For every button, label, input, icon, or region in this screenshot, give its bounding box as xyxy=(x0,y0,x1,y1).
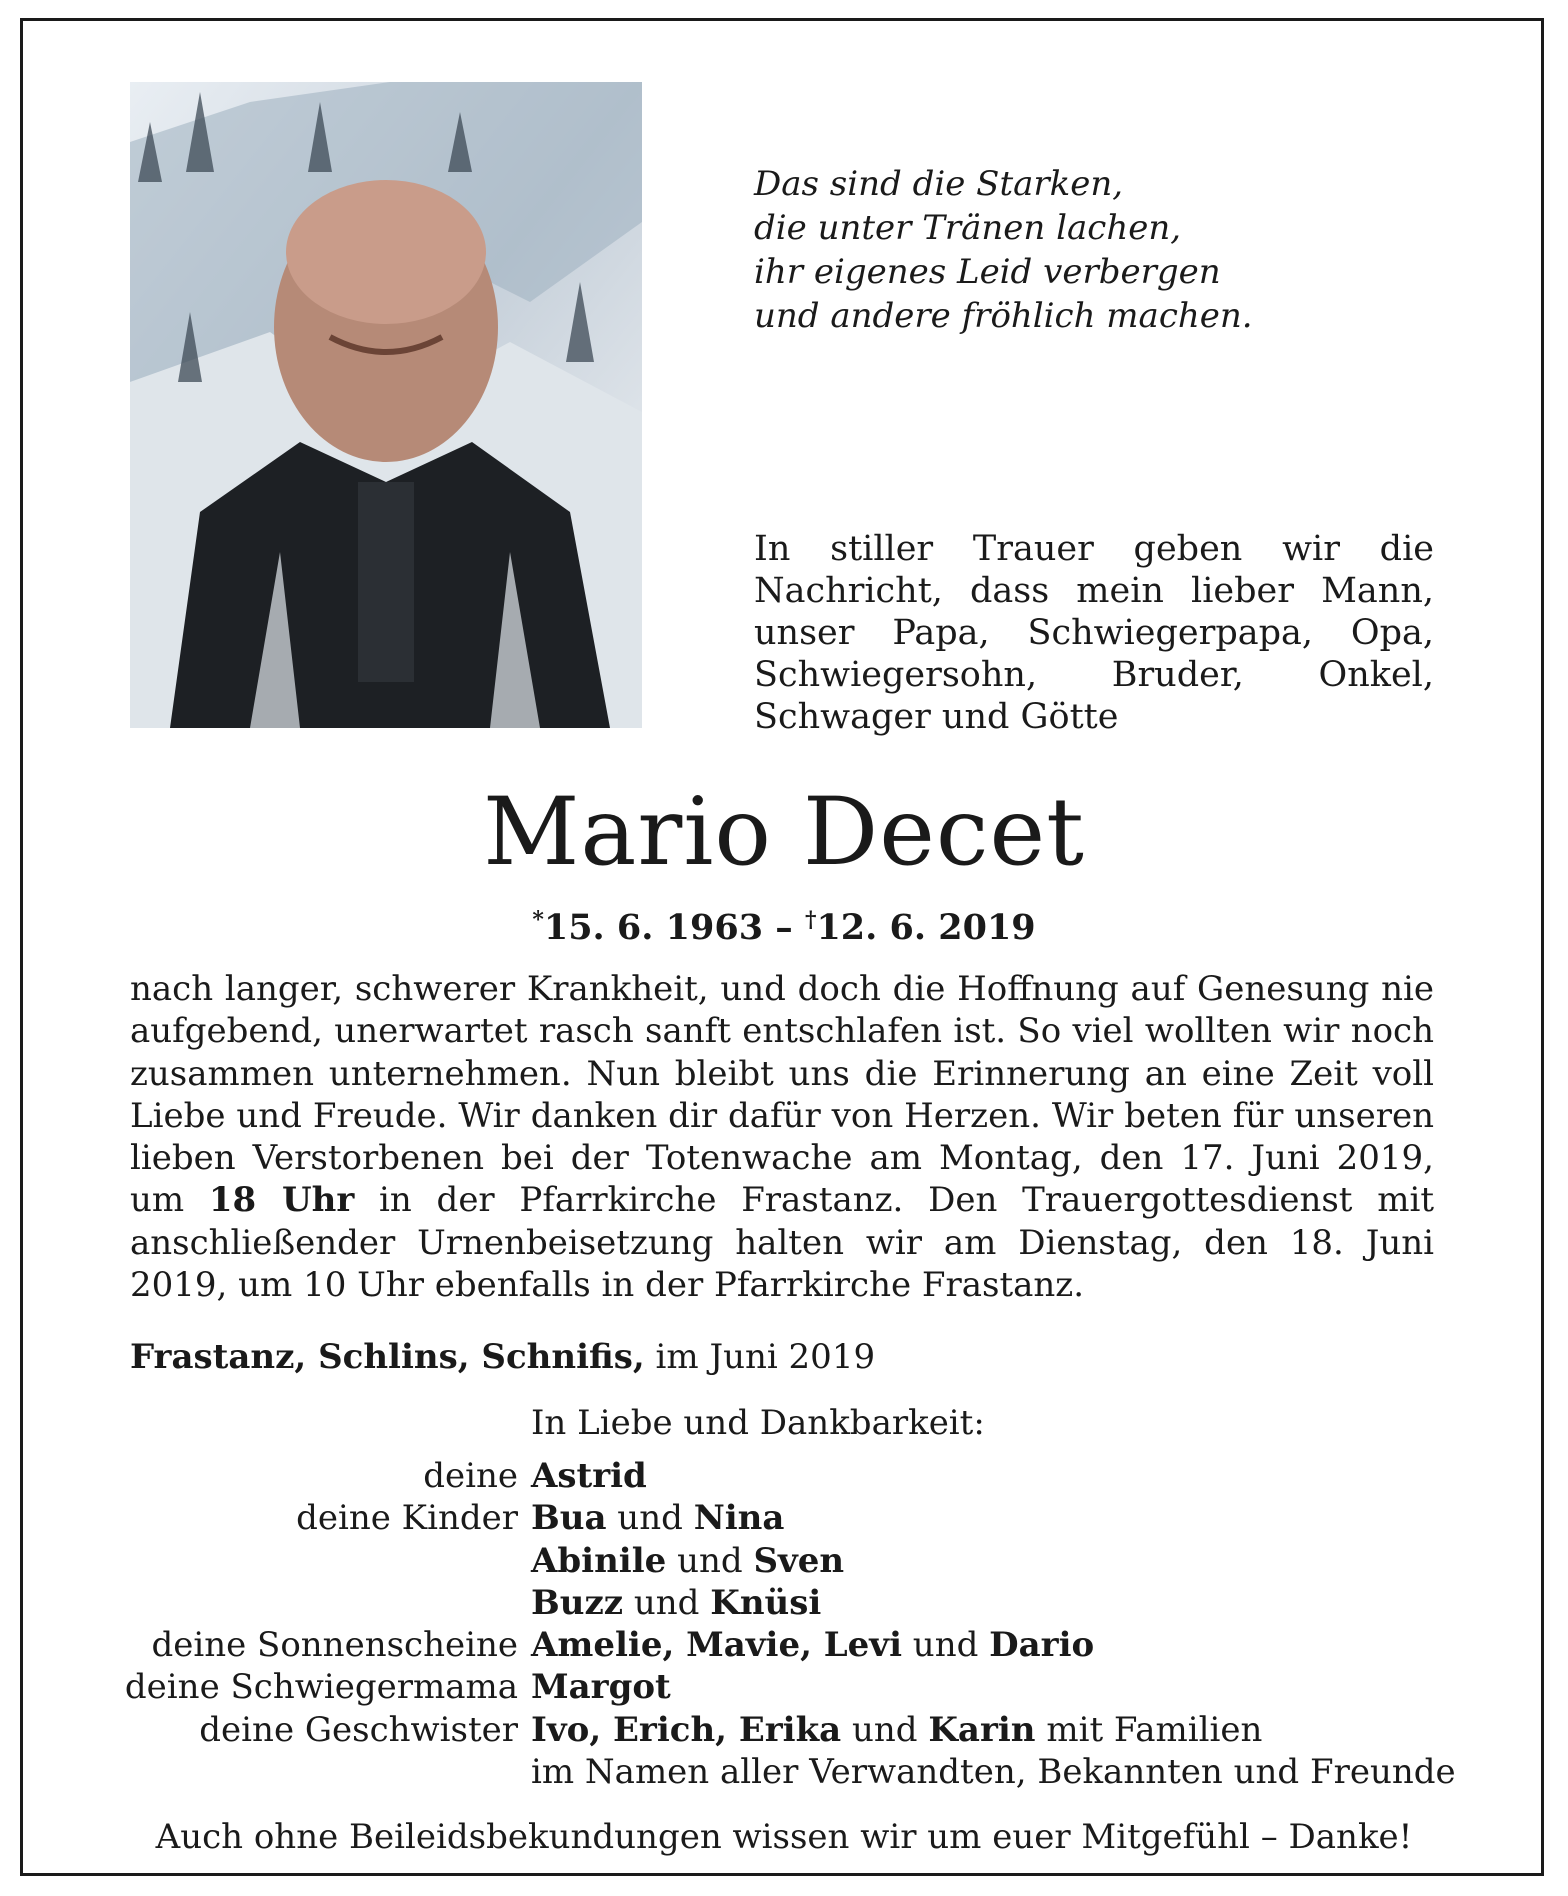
family-name: Knüsi xyxy=(710,1582,822,1623)
family-names xyxy=(531,1582,821,1624)
family-row xyxy=(0,1540,1568,1582)
family-name: Margot xyxy=(531,1667,671,1708)
family-name: Dario xyxy=(989,1625,1095,1666)
footer-note: Auch ohne Beileidsbekundungen wissen wir um euer Mitgefühl – Danke! xyxy=(155,1817,1413,1857)
date-separator: – xyxy=(763,907,805,948)
deceased-name: Mario Decet xyxy=(483,778,1085,887)
family-names xyxy=(531,1666,671,1708)
family-name: Buzz xyxy=(531,1582,624,1623)
family-suffix: mit Familien xyxy=(1035,1709,1263,1750)
family-name: Nina xyxy=(693,1498,785,1539)
announcement-intro: In stiller Trauer geben wir die Nachricht, dass mein lieber Mann, unser Papa, Schwiegerpapa, Opa, Schwiegersohn, Bruder, Onkel, Schwager und Götte xyxy=(754,529,1434,737)
poem-line-3: ihr eigenes Leid verbergen xyxy=(754,252,1221,292)
family-row xyxy=(0,1455,1568,1497)
announcement-body xyxy=(130,968,1434,1306)
conjunction: und xyxy=(841,1709,929,1750)
poem-line-1: Das sind die Starken, xyxy=(754,164,1124,204)
poem-line-2: die unter Tränen lachen, xyxy=(754,208,1182,248)
family-name: Astrid xyxy=(531,1456,647,1496)
family-row xyxy=(0,1582,1568,1624)
conjunction: und xyxy=(606,1498,694,1539)
relation-label: deine Geschwister xyxy=(199,1709,518,1750)
family-row xyxy=(0,1666,1568,1708)
life-dates xyxy=(0,898,1568,950)
portrait-photo xyxy=(130,82,642,728)
family-names xyxy=(531,1455,647,1497)
death-symbol: † xyxy=(804,907,817,933)
portrait-image xyxy=(130,82,642,728)
family-list xyxy=(0,1455,1568,1793)
relation-label: deine xyxy=(423,1456,518,1496)
family-row xyxy=(0,1624,1568,1666)
relation-label: deine Sonnenscheine xyxy=(151,1625,518,1666)
family-names xyxy=(531,1709,1262,1751)
death-date: 12. 6. 2019 xyxy=(816,907,1036,948)
family-name: Ivo, Erich, Erika xyxy=(531,1709,842,1750)
family-names xyxy=(531,1624,1094,1666)
relation-label: deine Kinder xyxy=(296,1498,518,1539)
closing-line: In Liebe und Dankbarkeit: xyxy=(531,1403,985,1443)
family-row xyxy=(0,1751,1568,1793)
poem-line-4: und andere fröhlich machen. xyxy=(754,296,1253,336)
towns: Frastanz, Schlins, Schnifis, xyxy=(130,1337,645,1377)
birth-symbol: * xyxy=(532,907,544,933)
relation-label: deine Schwiegermama xyxy=(124,1667,518,1708)
conjunction: und xyxy=(901,1625,990,1666)
family-name: Abinile xyxy=(531,1540,667,1581)
memorial-poem xyxy=(754,162,1454,338)
conjunction: und xyxy=(666,1540,754,1581)
family-name: Amelie, Mavie, Levi xyxy=(531,1625,902,1666)
announcement-date: im Juni 2019 xyxy=(644,1337,876,1377)
family-names xyxy=(531,1497,784,1539)
conjunction: und xyxy=(623,1582,711,1623)
family-row xyxy=(0,1709,1568,1751)
family-row xyxy=(0,1497,1568,1539)
family-name: Karin xyxy=(928,1709,1036,1750)
family-name: Bua xyxy=(531,1498,607,1539)
family-names: im Namen aller Verwandten, Bekannten und Freunde xyxy=(531,1752,1456,1793)
wake-time: 18 Uhr xyxy=(208,1180,355,1221)
family-name: Sven xyxy=(753,1540,845,1581)
family-names xyxy=(531,1540,844,1582)
birth-date: 15. 6. 1963 xyxy=(543,907,764,948)
place-and-date xyxy=(130,1336,875,1378)
body-text-1: nach langer, schwerer Krankheit, und doch die Hoffnung auf Genesung nie aufgebend, unerwartet rasch sanft entschlafen ist. So viel wollten wir noch zusammen unternehmen. Nun bleibt uns die Erinnerung an eine Zeit voll Liebe und Freude. Wir danken dir dafür von Herzen. Wir beten für unseren lieben Verstorbenen bei der Totenwache am Montag, den 17. Juni 2019, um xyxy=(130,969,1434,1221)
body-text-2: in der Pfarrkirche Frastanz. Den Trauergottesdienst mit anschließender Urnenbeisetzung halten wir am Dienstag, den 18. Juni 2019, um 10 Uhr ebenfalls in der Pfarrkirche Frastanz. xyxy=(130,1180,1434,1306)
